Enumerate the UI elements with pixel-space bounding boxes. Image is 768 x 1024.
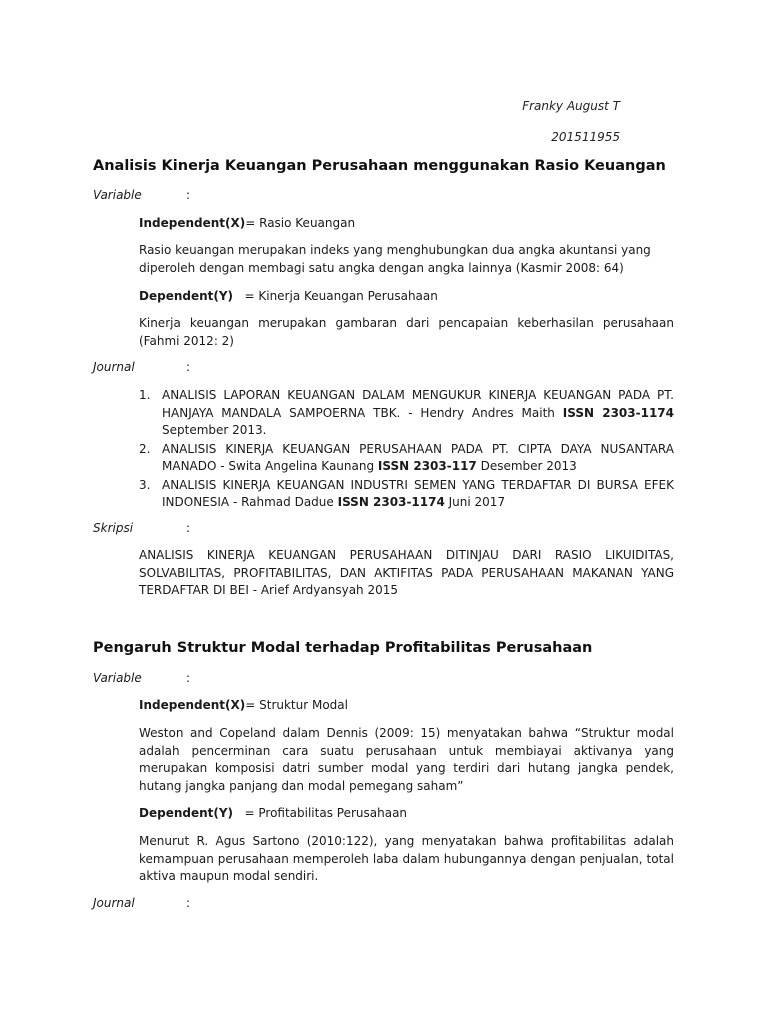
- author-name: Franky August T: [522, 99, 620, 113]
- section1-journal-colon: :: [186, 360, 191, 374]
- section2-independent-desc: Weston and Copeland dalam Dennis (2009: 15) menyatakan bahwa “Struktur modal adalah pencerminan cara suatu perusahaan untuk membiayai aktivanya yang merupakan komposisi datri sumber modal yang terdiri dari hutang jangka pendek, hutang jangka panjang dan modal pemegang saham”: [139, 726, 674, 793]
- independent-label: Independent(X): [139, 698, 246, 712]
- dependent-value: = Profitabilitas Perusahaan: [244, 806, 408, 820]
- dependent-label: Dependent(Y): [139, 289, 234, 303]
- section1-skripsi-colon: :: [186, 521, 191, 535]
- journal-author: - Hendry Andres Maith: [400, 405, 563, 420]
- section2-variable-colon: :: [186, 671, 191, 685]
- section1-variable-colon: :: [186, 188, 191, 202]
- journal-list: [139, 387, 674, 513]
- journal-number: 2.: [139, 441, 151, 456]
- section2-journal-colon: :: [186, 896, 191, 910]
- section2-independent: [139, 697, 674, 715]
- section2-journal-label: Journal: [93, 896, 135, 910]
- section1-independent: [139, 215, 674, 233]
- section1-title: Analisis Kinerja Keuangan Perusahaan menggunakan Rasio Keuangan: [93, 158, 666, 174]
- independent-value: = Rasio Keuangan: [245, 216, 356, 230]
- journal-number: 1.: [139, 388, 151, 402]
- author-nim: 201511955: [551, 130, 620, 144]
- section1-journal-label: Journal: [93, 360, 135, 374]
- section2-dependent-desc: Menurut R. Agus Sartono (2010:122), yang menyatakan bahwa profitabilitas adalah kemampuan perusahaan memperoleh laba dalam hubungannya dengan penjualan, total aktiva maupun modal sendiri.: [139, 834, 674, 883]
- journal-issn: ISSN 2303-1174: [562, 405, 675, 420]
- section1-dependent: [139, 288, 674, 306]
- journal-item: [139, 441, 674, 476]
- journal-title: ANALISIS KINERJA KEUANGAN PERUSAHAAN PADA PT. CIPTA DAYA NUSANTARA MANADO: [162, 441, 674, 473]
- journal-issn: ISSN 2303-117: [377, 459, 477, 473]
- journal-item: [139, 477, 674, 512]
- section1-skripsi-label: Skripsi: [93, 521, 134, 535]
- skripsi-entry: [139, 547, 674, 600]
- journal-author: - Swita Angelina Kaunang: [216, 459, 378, 473]
- section1-independent-desc: Rasio keuangan merupakan indeks yang menghubungkan dua angka akuntansi yang diperoleh dengan membagi satu angka dengan angka lainnya (Kasmir 2008: 64): [139, 243, 651, 275]
- journal-title: ANALISIS LAPORAN KEUANGAN DALAM MENGUKUR KINERJA KEUANGAN PADA PT. HANJAYA MANDALA SAMPOERNA TBK.: [162, 388, 674, 420]
- section1-dependent-desc: Kinerja keuangan merupakan gambaran dari pencapaian keberhasilan perusahaan (Fahmi 2012: 2): [139, 316, 674, 348]
- independent-value: = Struktur Modal: [245, 698, 348, 712]
- dependent-value: = Kinerja Keuangan Perusahaan: [244, 289, 438, 303]
- journal-date: Desember 2013: [476, 459, 577, 473]
- journal-number: 3.: [139, 477, 151, 492]
- journal-item: [139, 387, 674, 440]
- dependent-label: Dependent(Y): [139, 806, 234, 820]
- journal-title: ANALISIS KINERJA KEUANGAN INDUSTRI SEMEN YANG TERDAFTAR DI BURSA EFEK INDONESIA: [162, 477, 674, 509]
- skripsi-author: Arief Ardyansyah 2015: [257, 583, 399, 597]
- journal-author: - Rahmad Dadue: [229, 495, 338, 509]
- section2-variable-label: Variable: [93, 671, 142, 685]
- section1-variable-label: Variable: [93, 188, 142, 202]
- section2-title: Pengaruh Struktur Modal terhadap Profitabilitas Perusahaan: [93, 640, 593, 656]
- journal-date: Juni 2017: [444, 495, 506, 509]
- section2-dependent: [139, 805, 674, 823]
- skripsi-title: ANALISIS KINERJA KEUANGAN PERUSAHAAN DITINJAU DARI RASIO LIKUIDITAS, SOLVABILITAS, PROFITABILITAS, DAN AKTIFITAS PADA PERUSAHAAN MAKANAN YANG TERDAFTAR DI BEI -: [139, 548, 674, 597]
- independent-label: Independent(X): [139, 216, 246, 230]
- journal-issn: ISSN 2303-1174: [337, 495, 445, 509]
- journal-date: September 2013.: [162, 423, 267, 437]
